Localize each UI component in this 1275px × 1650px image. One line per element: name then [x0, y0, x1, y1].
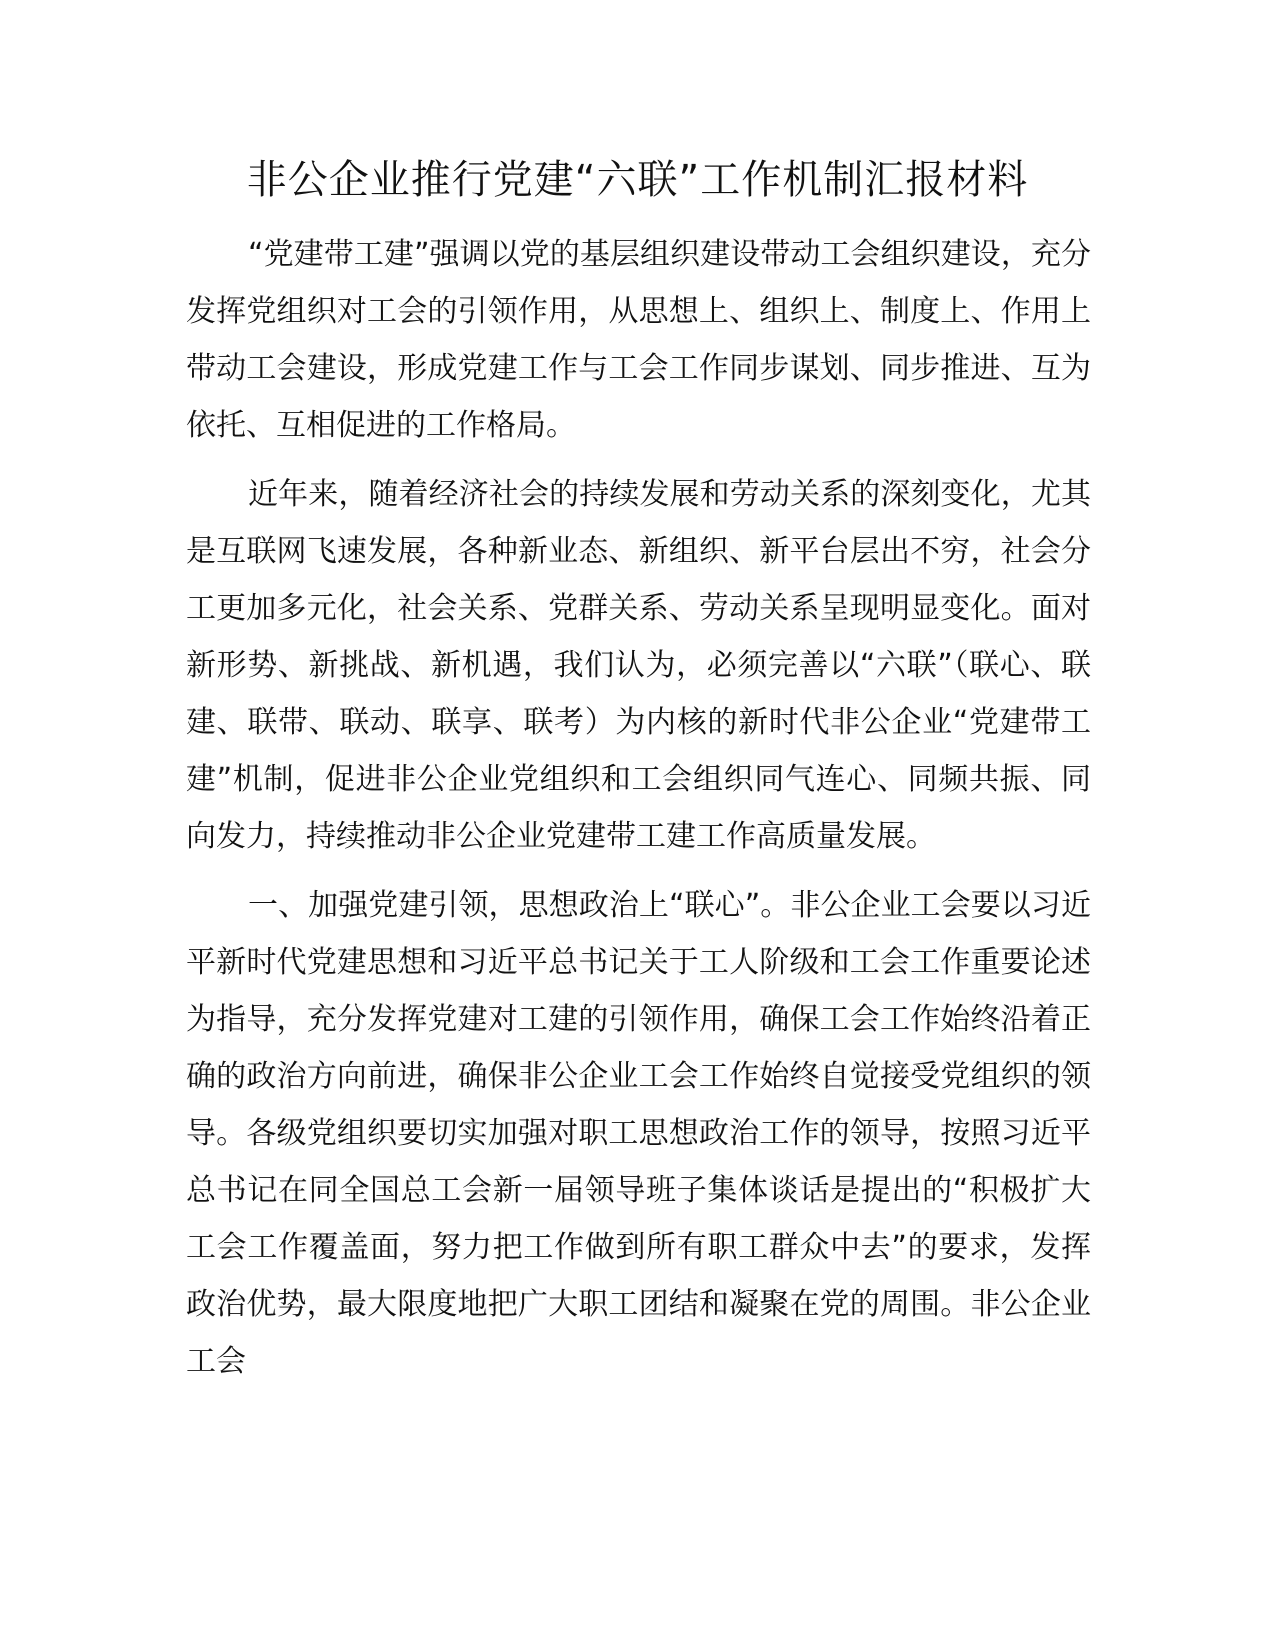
paragraph-section-one: 一、加强党建引领，思想政治上“联心”。非公企业工会要以习近平新时代党建思想和习近平总书记关于工人阶级和工会工作重要论述为指导，充分发挥党建对工建的引领作用，确保工会工作始终沿着正确的政治方向前进，确保非公企业工会工作始终自觉接受党组织的领导。各级党组织要切实加强对职工思想政治工作的领导，按照习近平总书记在同全国总工会新一届领导班子集体谈话是提出的“积极扩大工会工作覆盖面，努力把工作做到所有职工群众中去”的要求，发挥政治优势，最大限度地把广大职工团结和凝聚在党的周围。非公企业工会 — [186, 888, 1091, 1379]
document-title: 非公企业推行党建“六联”工作机制汇报材料 — [246, 157, 1029, 203]
document-body — [186, 226, 1091, 1402]
paragraph-intro: “党建带工建”强调以党的基层组织建设带动工会组织建设，充分发挥党组织对工会的引领作用，从思想上、组织上、制度上、作用上带动工会建设，形成党建工作与工会工作同步谋划、同步推进、互为依托、互相促进的工作格局。 — [186, 237, 1091, 443]
paragraph-background: 近年来，随着经济社会的持续发展和劳动关系的深刻变化，尤其是互联网飞速发展，各种新业态、新组织、新平台层出不穷，社会分工更加多元化，社会关系、党群关系、劳动关系呈现明显变化。面对新形势、新挑战、新机遇，我们认为，必须完善以“六联”（联心、联建、联带、联动、联享、联考）为内核的新时代非公企业“党建带工建”机制，促进非公企业党组织和工会组织同气连心、同频共振、同向发力，持续推动非公企业党建带工建工作高质量发展。 — [186, 477, 1091, 854]
